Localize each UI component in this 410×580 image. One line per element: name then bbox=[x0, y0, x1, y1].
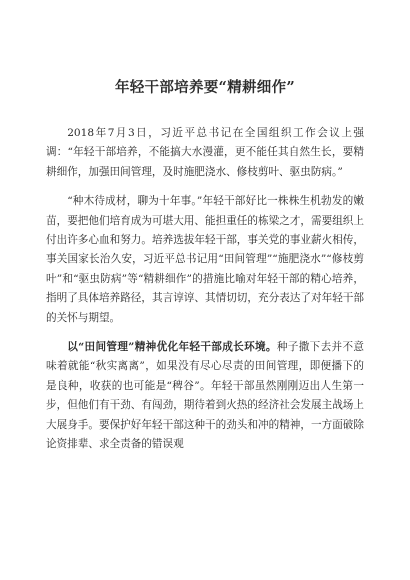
document-title: 年轻干部培养要“精耕细作” bbox=[114, 79, 296, 96]
paragraph-3-text: 种子撒下去并不意味着就能“秋实离离”，如果没有尽心尽责的田间管理，即便播下的是良种，收获的也可能是“稗谷”。年轻干部虽然刚刚迈出人生第一步，但他们有干劲、有闯劲，期待着到火热的经济社会发展主战场上大展身手。要保护好年轻干部这种干的劲头和冲的精神，一方面破除论资排辈、求全责备的错误观 bbox=[46, 341, 365, 451]
paragraph-1-text: 2018年7月3日，习近平总书记在全国组织工作会议上强调：“年轻干部培养，不能搞大水漫灌，更不能任其自然生长，要精耕细作，加强田间管理，及时施肥浇水、修枝剪叶、驱虫防病。” bbox=[46, 127, 364, 178]
paragraph-3-lead: 以“田间管理”精神优化年轻干部成长环境。 bbox=[67, 341, 277, 354]
paragraph-1 bbox=[46, 124, 364, 182]
paragraph-3 bbox=[46, 338, 364, 454]
paragraph-2-text: “种木待成材，聊为十年事。”年轻干部好比一株株生机勃发的嫩苗，要把他们培育成为可堪大用、能担重任的栋梁之才，需要组织上付出许多心血和努力。培养选拔年轻干部，事关党的事业薪火相传，事关国家长治久安，习近平总书记用“田间管理”“施肥浇水”“修枝剪叶”和“驱虫防病”等“精耕细作”的措施比喻对年轻干部的精心培养，指明了具体培养路径，其言谆谆、其情切切，充分表达了对年轻干部的关怀与期望。 bbox=[46, 195, 364, 324]
paragraph-2 bbox=[46, 192, 364, 328]
